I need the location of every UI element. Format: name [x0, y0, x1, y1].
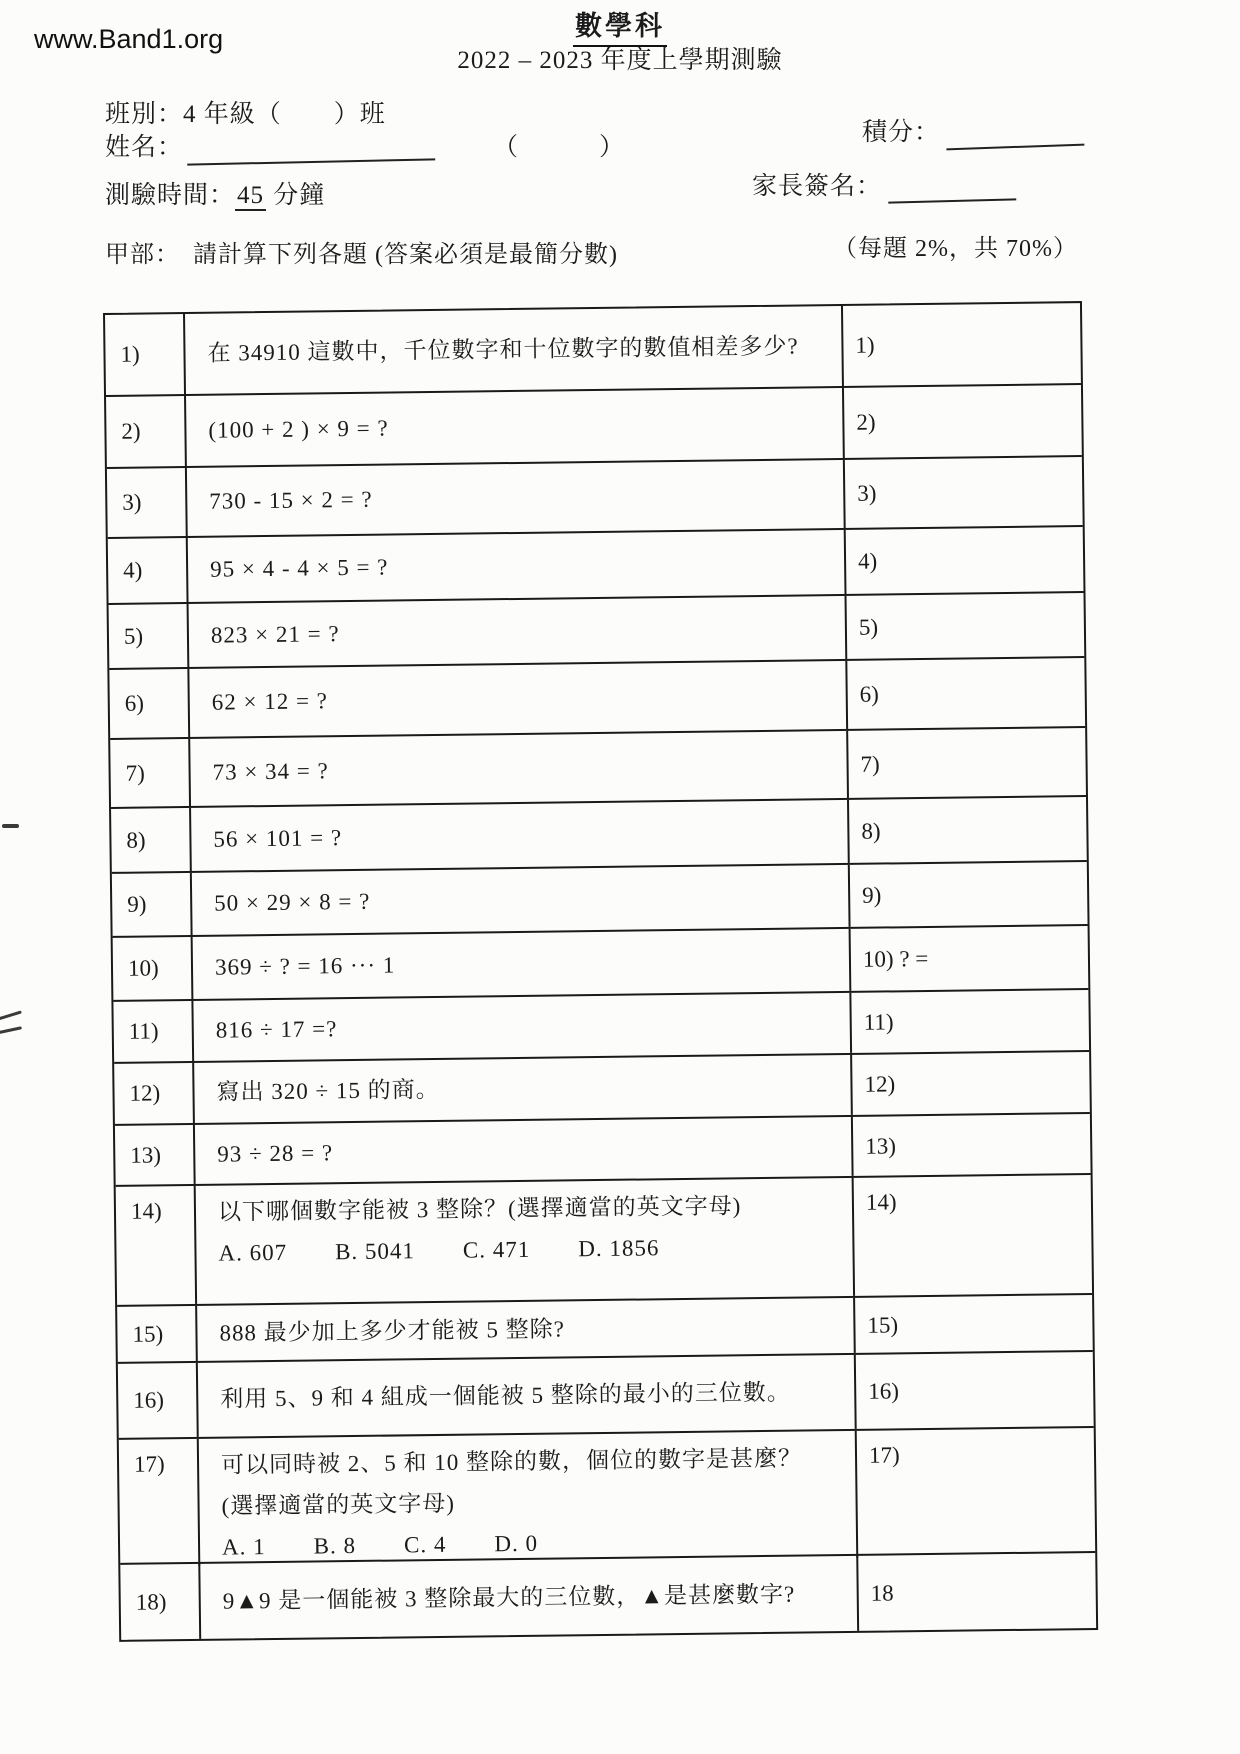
- option: C. 4: [403, 1531, 447, 1558]
- question-number: 3): [107, 468, 188, 537]
- question-text-line: 816 ÷ 17 =?: [215, 1016, 338, 1043]
- score-field: [862, 112, 1084, 148]
- question-text-line: 730 - 15 × 2 = ?: [209, 486, 373, 514]
- question-cell: [194, 1055, 853, 1123]
- parent-signature-label: 家長簽名：: [752, 173, 883, 200]
- question-number: 2): [106, 396, 187, 467]
- question-text-line: 369 ÷ ? = 16 ··· 1: [214, 952, 396, 980]
- time-label: 測驗時間：: [105, 182, 236, 209]
- question-text-line: 9▲9 是一個能被 3 整除最大的三位數，▲是甚麼數字?: [222, 1581, 796, 1614]
- scan-artifact: [0, 1026, 22, 1035]
- question-cell: [190, 731, 849, 806]
- question-cell: [192, 865, 851, 935]
- answer-cell-label: 11): [863, 1009, 894, 1035]
- page-title: 數學科: [573, 4, 667, 47]
- question-number: 18): [120, 1564, 201, 1640]
- option: D. 0: [494, 1530, 539, 1557]
- question-text-line: 50 × 29 × 8 = ?: [214, 888, 371, 916]
- answer-cell-label: 17): [868, 1442, 900, 1468]
- subtitle-row: [0, 40, 1240, 76]
- question-row: [109, 591, 1085, 668]
- question-number: 13): [115, 1125, 196, 1185]
- time-field: [105, 175, 325, 211]
- question-cell: [191, 800, 850, 871]
- answer-options: [218, 1228, 846, 1272]
- question-text-line: 可以同時被 2、5 和 10 整除的數，個位的數字是甚麼？: [220, 1445, 803, 1478]
- answer-cell-label: 3): [857, 480, 877, 506]
- class-field: 班別：4 年級（ ）班: [105, 101, 386, 128]
- question-number: 1): [105, 314, 186, 395]
- question-cell: [185, 306, 844, 394]
- question-row: [108, 525, 1084, 603]
- answer-cell-label: 13): [865, 1132, 897, 1159]
- scan-artifact: [0, 1010, 22, 1020]
- name-blank-line: [187, 136, 435, 165]
- question-text-line: 56 × 101 = ?: [213, 824, 343, 852]
- question-number: 5): [109, 604, 190, 668]
- question-row: [114, 1050, 1090, 1124]
- question-cell: [187, 460, 846, 536]
- answer-cell-label: 6): [859, 681, 880, 707]
- question-text-line: 93 ÷ 28 = ?: [217, 1139, 334, 1167]
- question-number: 15): [117, 1306, 198, 1362]
- question-number: 4): [108, 538, 189, 603]
- question-number: 16): [118, 1363, 199, 1438]
- question-text-line: 73 × 34 = ?: [212, 757, 329, 785]
- question-cell: [189, 661, 848, 737]
- answer-cell-label: 14): [865, 1189, 897, 1215]
- answer-cell-label: 12): [864, 1071, 896, 1097]
- score-label: 積分：: [862, 119, 941, 146]
- answer-cell-label: 15): [867, 1311, 899, 1338]
- time-unit: 分鐘: [273, 182, 326, 209]
- question-row: [120, 1551, 1096, 1640]
- answer-cell-label: 4): [857, 548, 878, 574]
- question-number: 6): [109, 669, 190, 738]
- question-text-line: 以下哪個數字能被 3 整除？(選擇適當的英文字母): [217, 1193, 742, 1225]
- question-row: [113, 988, 1089, 1062]
- question-text-line: (100 + 2 ) × 9 = ?: [208, 415, 389, 443]
- question-cell: [196, 1178, 855, 1304]
- answer-cell-label: 1): [855, 332, 875, 358]
- option: B. 8: [313, 1533, 357, 1559]
- question-cell: [188, 530, 847, 602]
- question-text-line: 823 × 21 = ?: [210, 620, 340, 648]
- question-text-line: 寫出 320 ÷ 15 的商。: [216, 1076, 440, 1105]
- question-number: 8): [111, 808, 192, 872]
- question-text-line: 888 最少加上多少才能被 5 整除?: [219, 1315, 566, 1346]
- question-cell: [200, 1556, 859, 1639]
- score-blank-line: [946, 122, 1085, 151]
- question-cell: [189, 596, 848, 667]
- question-number: 9): [112, 873, 193, 936]
- question-cell: [199, 1431, 859, 1566]
- question-row: [111, 795, 1087, 872]
- answer-cell-label: 7): [860, 751, 880, 777]
- parent-signature-blank-line: [888, 176, 1017, 203]
- questions-table: [103, 301, 1098, 1642]
- watermark: www.Band1.org: [34, 24, 224, 54]
- question-row: [116, 1173, 1092, 1305]
- name-paren: （ ）: [493, 134, 653, 161]
- question-row: [117, 1293, 1093, 1362]
- question-text-line: 在 34910 這數中，千位數字和十位數字的數值相差多少?: [207, 333, 799, 366]
- section-a-heading: 甲部： 請計算下列各題 (答案必須是最簡分數): [105, 242, 618, 268]
- question-cell: [195, 1117, 854, 1184]
- question-number: 14): [116, 1186, 197, 1305]
- name-field: [105, 127, 652, 163]
- question-number: 10): [113, 937, 194, 1000]
- question-number: 11): [113, 1001, 194, 1062]
- question-number: 17): [119, 1439, 201, 1567]
- question-row: [107, 455, 1083, 537]
- question-text-line: (選擇適當的英文字母): [221, 1490, 456, 1519]
- question-row: [113, 924, 1089, 1000]
- page-subtitle: 2022 – 2023 年度上學期測驗: [457, 47, 783, 74]
- question-cell: [193, 929, 852, 999]
- option: C. 471: [462, 1236, 531, 1263]
- scan-artifact: [2, 824, 19, 828]
- question-row: [118, 1350, 1094, 1438]
- question-row: [112, 860, 1088, 936]
- parent-signature-field: [752, 166, 1016, 202]
- question-number: 12): [114, 1063, 195, 1124]
- answer-cell-label: 18: [870, 1579, 894, 1606]
- question-row: [105, 303, 1081, 395]
- question-cell: [193, 993, 852, 1061]
- answer-cell-label: 5): [858, 614, 879, 640]
- option: A. 607: [218, 1239, 288, 1266]
- question-number: 7): [110, 739, 191, 807]
- question-text-line: 95 × 4 - 4 × 5 = ?: [209, 554, 389, 582]
- question-cell: [198, 1355, 857, 1437]
- question-row: [110, 726, 1086, 807]
- option: D. 1856: [578, 1235, 660, 1262]
- question-text-line: 62 × 12 = ?: [211, 688, 329, 715]
- answer-cell-label: 10) ? =: [862, 945, 929, 972]
- answer-cell-label: 16): [868, 1378, 900, 1404]
- answer-cell-label: 9): [862, 882, 882, 908]
- option: B. 5041: [334, 1238, 416, 1265]
- question-text-line: 利用 5、9 和 4 組成一個能被 5 整除的最小的三位數。: [220, 1379, 791, 1412]
- question-row: [109, 656, 1085, 738]
- question-cell: [197, 1298, 856, 1361]
- question-row: [106, 383, 1082, 467]
- time-value: 45: [237, 182, 265, 209]
- question-row: [119, 1426, 1095, 1563]
- name-label: 姓名：: [105, 134, 184, 161]
- answer-cell-label: 2): [856, 409, 876, 435]
- answer-cell-label: 8): [861, 818, 881, 844]
- question-row: [115, 1112, 1091, 1185]
- option: A. 1: [221, 1534, 266, 1560]
- section-a-marks: （每題 2%，共 70%）: [833, 236, 1078, 262]
- question-cell: [186, 388, 845, 466]
